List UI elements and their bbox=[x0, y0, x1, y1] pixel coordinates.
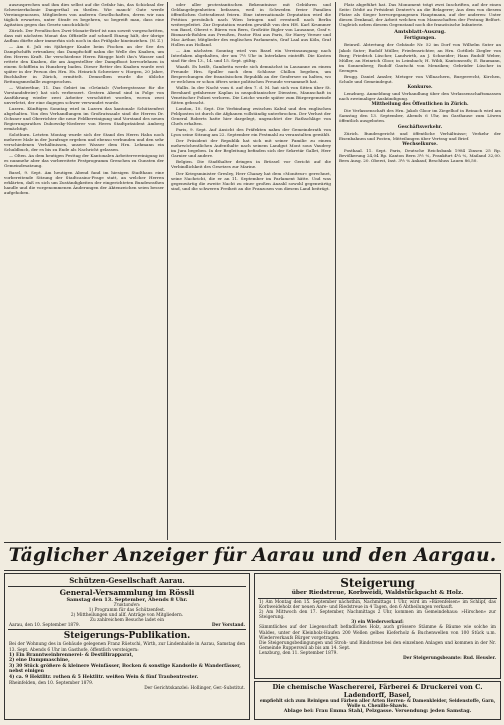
ad-sign-place: Aarau, den 10. September 1879. bbox=[9, 623, 81, 629]
article-paragraph: Zürich. Bundesgericht und öffentliche Verhältnisse; Verkehr der Eisenbahnen und Posten, Mitteilungen über Vertrag und Brief. bbox=[339, 130, 501, 141]
ad-line: Sämmtliches auf der Liegenschaft befindliches Holz, auch grössere Stämme & Bäume wie solche im Waldes, unter der Kleinholz-Haufen 200 Wellen gelbes Kieferholz & Buchenwellen von 100 Stück u.m. Wiederverkaufs Bürger vorgetragen. bbox=[259, 625, 496, 641]
ad-shooting-society bbox=[4, 573, 250, 720]
ad-item: 2) Mittheilungen und allf. Anträge von Mitgliedern. bbox=[70, 613, 184, 619]
article-paragraph: Wallis. In der Nacht vom 6. auf den 7. d. M. hat sich von Sitten über St. Bernhard gefahrener Kaplan in neapolitanischer Diensten, Mannschaft in Venetischer Polizei verloren. Die Leiche wurde später zum Bürgergemeinde Sitten gebracht. bbox=[171, 85, 331, 106]
section-heading: Konkurse. bbox=[407, 84, 433, 90]
ad-line: 3) ein Wiederverkauf: bbox=[351, 620, 404, 626]
article-paragraph: Posthaal. 11. Sept. Paris, Deutsche Reichsbank 1984 Zinsen 25 Rp. Bevölkerung 24,04 Rp. Kanton Bern 3½ %, Frankfurt 4¼ %, Mailand 32,00. Bern Ausg. 20. Oberst, Inst. 3½ % Ankauf, Beschluss Lauen 86,50. bbox=[339, 148, 501, 164]
article-paragraph: Solothurn. Letzten Montag wurde sich der Stand des Herrn Hahn noch mehrere Male in der Jurafrage ergeben und ebenso verbunden und den sehr verschiedenen Verhältnissen, unsere Wasser dem Hrn. Lehmann ein Schuldbuch, der es bis zu Ende als Nachricht gelassen. bbox=[4, 132, 164, 153]
ad-dry-cleaning bbox=[254, 681, 501, 720]
ad-subtitle: Traktanden: bbox=[113, 603, 141, 608]
ad-title-2: Steigerungs-Publikation. bbox=[63, 631, 191, 642]
ad-line: 2) Am Mittwoch den 17. September, Nachmittags 2 Uhr, kommen im Gemeindehaus: »Hirschen« zur Steigerung. bbox=[259, 610, 496, 621]
section-heading: Amtsblatt-Auszug. bbox=[394, 29, 446, 36]
article-paragraph: Belgien. Die Stadthalter dringen in Brüssel vor Gericht auf die Verbindlichkeit des Gesetzes zur Marine. bbox=[171, 159, 331, 170]
article-paragraph: Lenzburg. Anmeldung und Verhandlung über den Verlassenschaftsmassen nach zweimaliger Auskündigung. bbox=[339, 91, 501, 102]
article-paragraph: Der Präsident der Republik hat sich mit seiner Familie zu einem mehrwöchentlichen Aufenthalte nach seinem Landgut Mont sous Vaudrey im Jura begeben. In der Begleitung befinden sich der Sekretär Gallet, Herr Garnier und andere. bbox=[171, 138, 331, 159]
article-paragraph: Beinwil. Abtretung der Gebäude Nr. 52 im Dorf von Wilhelm Suter an Jakob Suter; Rudolf Müller, Friedensrichter, an Hrn. Gottlieb Ziegler von Burg; Friedrich Lüscher, Landwirth, an J. Schneider; Hans Rudolf Weber, Müller, an Heinrich Gloor, in Leimbach; H. Wildi, Kantonsrath; E. Baumann, im Sonnenberg; Rudolf Gautschi von Menziken; Gebrüder Lüscher in Seengen. bbox=[339, 42, 501, 73]
ad-list-item: 2) eine Dampmaschine, bbox=[9, 658, 70, 664]
text-column-1 bbox=[4, 2, 164, 540]
ad-list-item: 4) ca. 9 Hektlitr. rothen & 5 Hektlitr. weißen Wein & fünf Traubentrester. bbox=[9, 675, 199, 681]
ad-list-item: 1) Ein Branntweinbrennerei- & Destillirapparat, bbox=[9, 652, 134, 658]
divider bbox=[8, 629, 246, 630]
section-heading: Fertigungen. bbox=[404, 36, 436, 42]
article-paragraph: — Am 6. Juli ein 8jähriger Knabe beim Fischen an der See des Dampfschiffs ertrunken; das Dampfschiff nahm die Welle des Knaben, um den Herren Kraft. Ihr verschiedene Herrn Rüegge hielt ihn's Wasser und rettete den Knaben, die am Angestellter der Dampfboot hervorlehnen in einem Schifflein in Hunzberg baden. Dieser Retter des Knaben wurde erst später in der Person des Hrn. Hs. Heinrich Schweizer v. Horgen, 20 Jahre, Buchhalter in Zürich, ermittelt. Demselben wurde die übliche Rettungsmedaille zugesprochen. bbox=[4, 44, 164, 85]
article-paragraph: London, 10. Sept. Die Verbindung zwischen Kabul und den englischen Feldposten ist durch die Afghanen vollständig unterbrochen. Der Verlust der General Roberts hatte hier dargelegt, ungeachtet der Rathschläge von Chefs erhalten. bbox=[171, 106, 331, 127]
text-column-2 bbox=[171, 2, 331, 540]
ad-line: Lenzburg, den 11. September 1879. bbox=[259, 650, 338, 656]
ad-sign-name: Der Vorstand. bbox=[211, 623, 245, 629]
banner-bottom-rule bbox=[4, 570, 501, 571]
ad-line: 1) Am Montag den 15. September nächsthin, Nachmittags 1 Uhr, wird im »Bärenfelsen« im Schlipf, das Korbweideholz der neuen Aare- und Riedstreue in 4 Tagen, den 6 Abtheilungen verkauft. bbox=[259, 600, 496, 611]
ad-sign-place-2: Rheinfelden, den 10. September 1879. bbox=[9, 680, 94, 686]
ad-footer: Ablage bei: Frau Emma Stahl, Pelzgasse. Versendung: jeden Samstag. bbox=[283, 708, 472, 715]
article-paragraph: — Winterthur, 11. Das Gebiet im »Grüntal« (Vorbergstrasse für die Vorstandsfreier) hat sich verbessert. Gestern Abend sind in Folge von Ausführung wieder zwei Arbeiter verschüttet worden, wovon zwei unverletzt, der eine dagegen schwer verwundet wurde. bbox=[4, 85, 164, 106]
ad-line: Die Steigerungsbedingungen und Stroh- und Rindstreue bei den einzelnen Anlagen und kommen in der Nr. Gemeinde Rupperswil ab bis am 14. Sept. bbox=[259, 640, 496, 651]
article-paragraph: auszusprechen und ihm dies selbst auf die Gefahr hin, das Schicksal der Schweizerkolonie Dangerthal zu theilen. Wie manch' Gute werde Vereinsgenossen, Mitgliedern von anderen Gesellschaften, deren wir nun täglich erwarten, unter Strafe es begehren, so begreift man, dass eine Agitation gegen das Gesetz unschicklich! bbox=[4, 2, 164, 28]
section-heading: Wechselkurse. bbox=[402, 141, 438, 147]
advertiser-banner: Täglicher Anzeiger für Aarau und den Aargau. bbox=[8, 545, 497, 566]
article-paragraph: Platz abgeführt hat. Das Monument trägt zwei Inschriften, auf der einen Seite: Dédié au Président Dentert's an die Belagerer; Aus dem von diesem Platze als Sieger hervorgegangenen Hauptmann, auf der anderen: Unter diesen Denkmal, der Arbeit welchen von Mannschaften der Festung Belfort. Ungleich neben diesem Gegenstand noch die französische Infanterie. bbox=[339, 2, 501, 28]
ad-text-2: Bei der Wohnung des in Gebäude gelegenen Franz Rüetschi, Wirth, zur Lindenhalde in Aarau, Samstag den 13. Sept. Abends 6 Uhr im Gasthofe, öffentlich versteigern: bbox=[9, 642, 245, 653]
section-heading: Geschäftsverkehr. bbox=[397, 124, 443, 130]
article-paragraph: Waadt. Es heißt, Gambetta werde sich demnächst in Lausanne zu einem Freunde Hrn. Spuller nach dem Schlosse Chillon begeben, um Besprechungen der französischen Republik an der Genfersee zu halten, wo er welchem er schon öfters seine politischen Freunde versammelt hat. bbox=[171, 64, 331, 85]
article-paragraph: Luzern. Künftigen Sonntag wird in Luzern das kantonale Schützenfest abgehalten. Von den Verhandlungen im Großratssaale sind die Herren Dr. Ochsner und Oberrichter die neue Feldbereinigung und Vorstand des neuen Regierungsrathes Dubowsky-Niederer von Herrn Stadtpräsident Amberg ermächtigt. bbox=[4, 106, 164, 132]
ad-item: Zu zahlreichem Besuche ladet ein bbox=[90, 618, 164, 624]
ad-date: Samstag den 13. September, Abends 8 Uhr. bbox=[66, 597, 188, 603]
ad-item: 1) Programm für das Schützenfest. bbox=[88, 608, 166, 614]
article-paragraph: Der Kriegsminister Gresley, Herr Chanzy hat dem »Moniteur« gerechnet, seine Nachricht, die er an 11. September im Parlament hätte. Und was gegenwärtig die zweite Nacht zu einer großen Anzahl sowohl gegenwärtig sind, und die schweren Freiheit an die Franzosen von diesem Land beiträgt. bbox=[171, 170, 331, 191]
column-divider bbox=[335, 2, 336, 540]
ad-list-item: 3) 30 Stück größere & kleinere Weinfässer, Bocken & sonstige Kandseile & Wanderfässer, nebst einigen bbox=[9, 663, 241, 675]
article-paragraph: — Am nächsten Sonntag wird von Basel ein Vereinsausgang nach Interlaken abgehalten, der um 7½ Uhr in Interlaken eintrifft. Die Kosten sind für den 13., 14. und 15. Sept. gültig. bbox=[171, 48, 331, 64]
section-heading: Mittheilung des Öffentlichen in Zürich. bbox=[371, 102, 469, 108]
article-paragraph: Die Verlassenschaft des Hrn. Jakob Gloor im Ziegelhof in Reinach wird am Samstag den 13. September, Abends 6 Uhr, im Gasthause zum Löwen öffentlich ausgeboten. bbox=[339, 108, 501, 124]
divider bbox=[8, 586, 246, 587]
article-paragraph: Zürich. Der Preußisches Zwei-Monate-Brief ist nun soweit vorgeschritten, dass mit nächsten Monat das Offizielle auf schnell Einzug hält, der übrige Aufbau dürfte aber immerhin sich noch in das Frühjahr hineinziehen. (N. Z.) bbox=[4, 28, 164, 44]
ad-header: Schützen-Gesellschaft Aarau. bbox=[69, 576, 185, 585]
divider bbox=[258, 598, 497, 599]
article-paragraph: — Olten. An dem heutigen Festtag der Kantonalen Arbeitervereinigung ist es nunmehr aber das vorbereitete Festprogramm Grenchen zu Gunsten der Gemeindesatzung. bbox=[4, 153, 164, 169]
article-paragraph: oder aller protestantischen Bekenntnisse mit Gebühren und Geldangelegenheiten befassen, weil in Schweden freier Familien öffentlichen Gottesdienst feiern. Eine internationale Deputation wird die Petition persönlich nach Wien bringen und eventuell nach Berlin weitergeleitet. Zur Deputation wurden gewählt von den HH. Karl Krummer von Basel, Oberst v. Büren von Bern, Großräte Bigler von Lausanne, Graf v. Bismarck-Bohlen aus Preußen, Pastor Fäsi aus Paris, Sir Harry Verner und Mac Arthur, Mitglieder des englischen Parlaments, Graf Laal aus Köln, Graf Hollen aus Holland. bbox=[171, 2, 331, 48]
ad-text: empfiehlt sich zum Reinigen und Färben aller Arten Herren- & Damenkleider, Seidenstoffe, Garn, Wolle u. Chenille-Shawls. bbox=[259, 699, 496, 710]
article-paragraph: Paris, 9. Sept. Auf Ansicht des Präfekten nahm der Gemeinderath von Lyon seine Sitzung am 22. September ein Festmahl zu veranstalten gewählt. bbox=[171, 127, 331, 138]
ad-signature: Der Steigerungsbeamte: Rud. Heusler. bbox=[403, 656, 496, 662]
ad-title: Die chemische Waschererei, Färberei & Druckerei von C. Ladendorff, Basel, bbox=[272, 683, 483, 699]
ad-subtitle: über Riedstreue, Korbweidi, Waldstückpacht & Holz. bbox=[291, 590, 464, 596]
ad-title: Steigerung bbox=[340, 576, 415, 590]
column-divider bbox=[167, 2, 168, 540]
article-paragraph: Basel, 9. Sept. Am heutigen Abend fand im hiesigen Stadthaus eine vorbereitende Sitzung der Stadtcasino-Frage statt, an welcher Herren erklärten, daß es sich um Zuständigkeiten der eingerichteten Bundesrathen handle und die vorgenommenen Änderungen der Aktenzeichen seien besser aufgehoben. bbox=[4, 169, 164, 195]
ad-title: General-Versammlung im Rössli bbox=[59, 588, 195, 597]
text-column-3 bbox=[339, 2, 501, 540]
article-paragraph: Brugg. Daniel Amsler, Metzger von Villnachern, Burgerrecht, Kirchen, Schule und Gemeindegut. bbox=[339, 73, 501, 84]
ad-signature bbox=[5, 623, 249, 628]
newspaper-page bbox=[4, 2, 501, 722]
ad-auction bbox=[254, 573, 501, 679]
ad-sign-name-2: Der Gerichtskanzlei: Hollinger, Ger.-Substitut. bbox=[144, 685, 245, 691]
